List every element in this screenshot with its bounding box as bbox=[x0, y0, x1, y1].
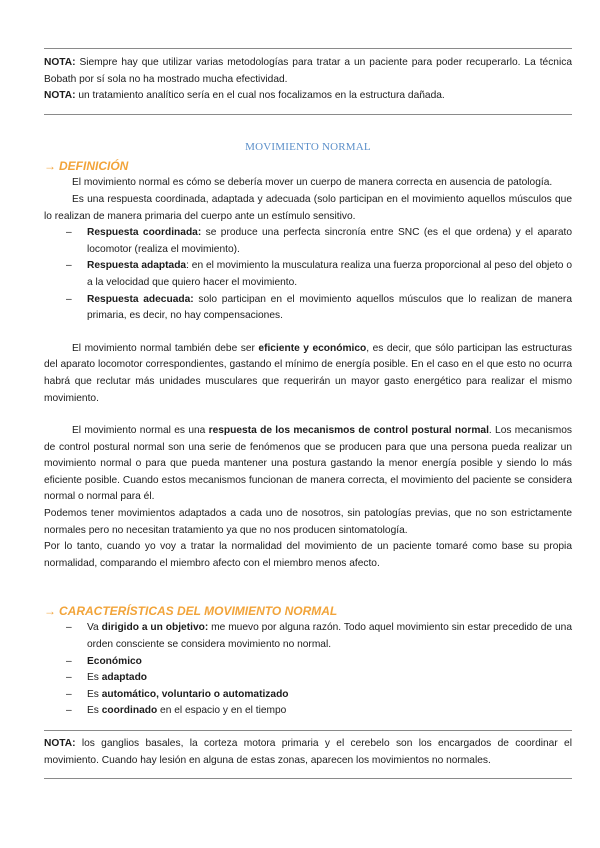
nota-top-2: NOTA: un tratamiento analítico sería en el cual nos focalizamos en la estructura dañada. bbox=[44, 90, 445, 102]
arrow-right-icon: → bbox=[44, 604, 56, 619]
list-item: – Respuesta adecuada: solo participan en el movimiento aquellos músculos que lo realizan de manera primaria, es decir, no hay compensaciones. bbox=[44, 292, 572, 325]
divider bbox=[44, 114, 572, 115]
paragraph: Por lo tanto, cuando yo voy a tratar la normalidad del movimiento de un paciente tomaré como base su propia normalidad, comparando el miembro afecto con el miembro menos afecto. bbox=[44, 541, 572, 569]
list-item: – Es automático, voluntario o automatizado bbox=[44, 687, 572, 704]
bottom-divider bbox=[44, 778, 572, 779]
heading-definicion: → DEFINICIÓN bbox=[44, 159, 129, 174]
list-item: – Es coordinado en el espacio y en el tiempo bbox=[44, 703, 572, 720]
paragraph: El movimiento normal también debe ser eficiente y económico, es decir, que sólo participan las estructuras del aparato locomotor correspondientes, gastando el mínimo de energía posible. En el caso en el que esto no ocurra habrá que reclutar más unidades musculares que requerirán un mayor gasto energético para realizar el mismo movimiento. bbox=[44, 342, 573, 404]
section-title: MOVIMIENTO NORMAL bbox=[245, 140, 371, 153]
nota-label: NOTA: bbox=[44, 738, 76, 749]
paragraph: Es una respuesta coordinada, adaptada y adecuada (solo participan en el movimiento aquellos músculos que lo realizan de manera primaria del cuerpo ante un estímulo sensitivo. bbox=[44, 193, 572, 222]
document-page bbox=[44, 48, 572, 779]
paragraph: Podemos tener movimientos adaptados a cada uno de nosotros, sin patologías previas, que no son estrictamente normales pero no necesitan tratamiento ya que no nos producen sintomatología. bbox=[44, 508, 572, 536]
list-item: – Es adaptado bbox=[44, 670, 572, 687]
paragraph: El movimiento normal es cómo se debería mover un cuerpo de manera correcta en ausencia de patología. bbox=[72, 177, 553, 189]
nota-bottom: NOTA: los ganglios basales, la corteza motora primaria y el cerebelo son los encargados de coordinar el movimiento. Cuando hay lesión en alguna de estas zonas, aparecen los movimientos no normales. bbox=[44, 738, 572, 766]
arrow-right-icon: → bbox=[44, 159, 56, 174]
characteristics-list bbox=[44, 620, 572, 720]
nota-label: NOTA: bbox=[44, 90, 76, 102]
paragraph: El movimiento normal es una respuesta de los mecanismos de control postural normal. Los mecanismos de control postural normal son una serie de fenómenos que se producen para que una persona pueda realizar un movimiento normal o para que pueda mantener una postura gastando la menor energía posible y siendo lo más eficiente posible. Cuando estos mecanismos funcionan de manera correcta, el movimiento del paciente se considera normal o normal para él. bbox=[44, 425, 572, 503]
nota-label: NOTA: bbox=[44, 57, 76, 68]
nota-top-1: NOTA: Siempre hay que utilizar varias metodologías para tratar a un paciente para poder recuperarlo. La técnica Bobath por sí sola no ha mostrado mucha efectividad. bbox=[44, 57, 572, 85]
list-item: – Respuesta adaptada: en el movimiento la musculatura realiza una fuerza proporcional al peso del objeto o a la velocidad que quiero hacer el movimiento. bbox=[44, 258, 572, 291]
list-item: – Va dirigido a un objetivo: me muevo por alguna razón. Todo aquel movimiento sin estar precedido de una orden consciente se considera movimiento no normal. bbox=[44, 620, 572, 653]
response-list bbox=[44, 225, 572, 325]
list-item: – Respuesta coordinada: se produce una perfecta sincronía entre SNC (es el que ordena) y el aparato locomotor (realiza el movimiento). bbox=[44, 225, 572, 258]
list-item: – Económico bbox=[44, 654, 572, 671]
heading-caracteristicas: → CARACTERÍSTICAS DEL MOVIMIENTO NORMAL bbox=[44, 604, 338, 619]
